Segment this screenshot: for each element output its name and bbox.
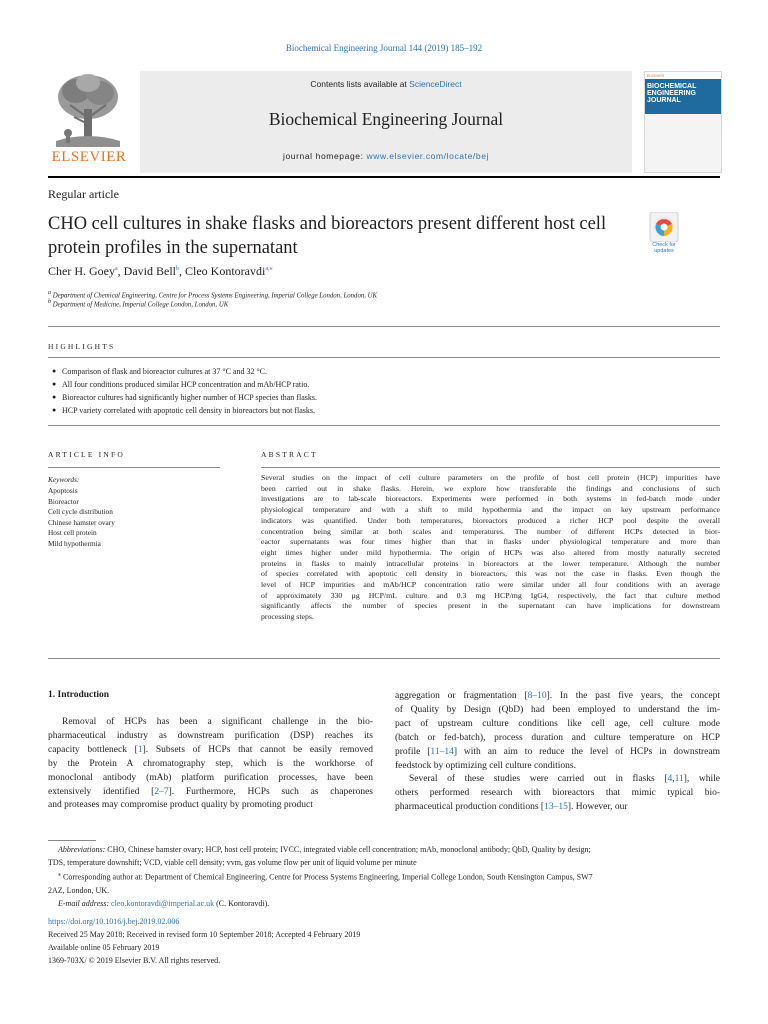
journal-cover-thumbnail[interactable] (644, 71, 722, 173)
body-text: monoclonal antibody (mAb) platform purification processes, have been (48, 772, 373, 783)
body-text: , (672, 774, 675, 785)
divider (261, 467, 720, 468)
footnote-rule (48, 840, 96, 841)
corresponding-text: 2AZ, London, UK. (48, 885, 110, 895)
copyright: 1369-703X/ © 2019 Elsevier B.V. All rights reserved. (48, 956, 221, 965)
body-line (395, 787, 720, 801)
abstract-line: level of HCP impurities and mAb/HCP concentration ratio were similar under all four conditions with an average (261, 580, 720, 590)
body-text: ]. However, our (567, 802, 628, 813)
author-affiliation-link[interactable]: a (114, 266, 118, 272)
publication-info (48, 915, 720, 967)
citation-link[interactable]: 11 (674, 774, 684, 785)
body-text: ]. In the past five years, the concept (546, 691, 720, 701)
body-text: profile [ (395, 746, 431, 757)
affiliation (48, 299, 228, 308)
body-text: of Quality by Design (QbD) had been employed to understand the im- (395, 704, 720, 715)
body-line (48, 786, 373, 800)
highlight-item: ● Comparison of flask and bioreactor cultures at 37 °C and 32 °C. (52, 365, 712, 378)
citation-link[interactable]: 11–14 (430, 746, 454, 757)
corresponding-text: Corresponding author at: Department of Chemical Engineering, Centre for Process Systems Engineering, Imperial College London, South Kensington Campus, SW7 (61, 872, 593, 882)
affiliation-text: Department of Medicine, Imperial College London, London, UK (52, 301, 229, 309)
journal-citation-link[interactable]: Biochemical Engineering Journal 144 (2019) 185–192 (285, 43, 483, 53)
author-name[interactable]: David Bell (123, 264, 176, 278)
abstract-line: proteins in flasks to mainly intracellular proteins in bioreactors at the lower temperature. Although the number (261, 558, 720, 568)
highlight-item: ● HCP variety correlated with apoptotic cell density in bioreactors but not flasks. (52, 404, 712, 417)
divider (48, 425, 720, 426)
masthead-rule (48, 176, 720, 178)
crossmark-line1: Check for (652, 242, 676, 248)
contents-line (140, 79, 632, 89)
body-text: feedstock by optimizing cell culture conditions. (395, 760, 576, 771)
body-text: ] with an aim to reduce the level of HCPs in downstream (453, 746, 720, 757)
body-line (395, 760, 720, 774)
sciencedirect-link[interactable]: ScienceDirect (409, 79, 462, 89)
homepage-prefix: journal homepage: (282, 151, 367, 161)
keyword: Chinese hamster ovary (48, 517, 115, 527)
highlight-item: ● All four conditions produced similar HCP concentration and mAb/HCP ratio. (52, 378, 712, 391)
abstract-line: processing steps. (261, 612, 314, 622)
citation-link[interactable]: 13–15 (544, 802, 568, 813)
abstract-line: Several studies on the impact of cell culture parameters on the profile of host cell protein (HCP) impurities have (261, 473, 720, 482)
divider (48, 326, 720, 327)
highlight-item: ● Bioreactor cultures had significantly higher number of HCP species than flasks. (52, 391, 712, 404)
section-heading: 1. Introduction (48, 690, 110, 700)
body-line (395, 746, 720, 760)
contents-prefix: Contents lists available at (310, 79, 410, 89)
abstract-line: eight times higher under mild hypothermia. The origin of HCPs was also altered from mostly naturally secreted (261, 547, 720, 557)
body-line (395, 704, 720, 718)
elsevier-wordmark: ELSEVIER (51, 149, 127, 165)
highlights-list (52, 365, 712, 417)
body-column-left (48, 716, 373, 813)
abstract-line: of approximately 330 µg HCP/mL culture and 0.3 mg HCP/mg IgG4, respectively, the fact that culture method (261, 590, 720, 600)
crossmark-line2: updates (654, 248, 674, 254)
author-name[interactable]: Cher H. Goey (48, 264, 115, 278)
keyword: Bioreactor (48, 496, 79, 506)
cover-title: BIOCHEMICAL ENGINEERING JOURNAL (647, 83, 697, 104)
body-line (395, 801, 720, 815)
keywords-list (48, 486, 115, 549)
body-line (48, 772, 373, 786)
abstract-text (261, 473, 720, 623)
crossmark-icon (640, 212, 688, 242)
received-dates: Received 25 May 2018; Received in revised form 10 September 2018; Accepted 4 February 2019 (48, 930, 361, 939)
email-label: E-mail address: (58, 898, 110, 908)
keywords-label: Keywords: (48, 475, 80, 484)
body-line (48, 744, 373, 758)
body-text: pact of upstream culture conditions like cell age, cell culture mode (395, 718, 720, 729)
citation-link[interactable]: 4 (667, 774, 673, 785)
corresponding-mark: ⁎ (58, 872, 61, 878)
keyword: Cell cycle distribution (48, 507, 113, 516)
body-line (395, 690, 720, 704)
masthead (48, 71, 720, 173)
body-line (395, 773, 720, 787)
abstract-line: indicators was quantified. Under both temperatures, bioreactors produced a richer HCP pool despite the overall (261, 515, 720, 525)
body-line (48, 730, 373, 744)
abbreviations-text: CHO, Chinese hamster ovary; HCP, host cell protein; IVCC, integrated viable cell concentration; mAb, monoclonal antibody; QbD, Quality by design; (105, 845, 591, 854)
body-text: ], while (683, 774, 720, 785)
check-for-updates-badge[interactable] (640, 212, 688, 262)
abstract-line: significantly affects the number of species present in the supernatant can have implications for downstream (261, 601, 720, 611)
affiliation-mark: a (48, 290, 51, 296)
citation-link[interactable]: 1 (137, 744, 143, 755)
abstract-line: been carried out in shake flasks. Herein, we explore how transferable the findings and conclusions of such (261, 483, 720, 493)
abstract-line: physiological temperature and with a shift to mild hypothermia and the impact on key upstream performance (261, 505, 720, 515)
body-line (395, 732, 720, 746)
abbreviations-label: Abbreviations: (58, 845, 106, 854)
email-footnote (48, 897, 720, 910)
abstract-heading: ABSTRACT (261, 450, 318, 459)
footnotes (48, 843, 720, 910)
abbreviations-text: TDS, temperature downshift; VCD, viable cell density; vvm, gas volume flow per unit of liquid volume per minute (48, 858, 417, 867)
body-text: (batch or fed-batch), process duration and culture temperature on HCP (395, 732, 720, 743)
body-text: and proteases may compromise product quality by promoting product (48, 800, 313, 811)
body-text: others performed research with bioreactors that mimic typical bio- (395, 788, 720, 799)
divider (48, 658, 720, 659)
homepage-link[interactable]: www.elsevier.com/locate/bej (366, 151, 490, 161)
divider (48, 357, 720, 358)
body-text: extensively identified [ (48, 786, 155, 797)
homepage-line (140, 151, 632, 161)
affiliation-text: Department of Chemical Engineering, Centre for Process Systems Engineering, Imperial College London, London, UK (52, 292, 378, 300)
abstract-line: concentration being similar at both scales and temperatures. The number of different HCPs detected in bior- (261, 526, 720, 536)
body-line (48, 758, 373, 772)
crossmark-label (640, 242, 688, 254)
email-suffix: (C. Kontoravdi). (214, 898, 270, 908)
body-line (48, 716, 373, 730)
abstract-line: investigations are to lab-scale bioreactors. Experiments were performed in both systems in fed-batch mode under (261, 494, 720, 504)
affiliation (48, 290, 377, 299)
cover-publisher: ELSEVIER (647, 74, 665, 78)
elsevier-logo (48, 71, 128, 171)
article-info-heading: ARTICLE INFO (48, 450, 125, 459)
article-title: CHO cell cultures in shake flasks and bioreactors present different host cell protein profiles in the supernatant (48, 214, 607, 258)
body-text: by the Protein A chromatography step, which is the workhorse of (48, 758, 373, 769)
keyword: Host cell protein (48, 528, 97, 537)
highlights-heading: HIGHLIGHTS (48, 342, 116, 351)
body-text: Several of these studies were carried out in flasks [ (409, 774, 668, 785)
body-line (48, 799, 373, 813)
keyword: Apoptosis (48, 486, 78, 495)
author-affiliation-link[interactable]: a,⁎ (265, 266, 273, 272)
body-text: pharmaceutical industry as downstream purification (DSP) reaches its (48, 730, 373, 741)
corresponding-footnote (48, 869, 720, 884)
masthead-center (140, 71, 632, 173)
author-list (48, 264, 272, 279)
email-link[interactable]: cleo.kontoravdi@imperial.ac.uk (111, 898, 215, 908)
tree-icon (48, 71, 128, 147)
body-text: capacity bottleneck [ (48, 744, 138, 755)
doi-link[interactable]: https://doi.org/10.1016/j.bej.2019.02.006 (48, 917, 180, 926)
abstract-line: of species correlated with apoptotic cell density in bioreactors, this was not the case in flasks. Even though the (261, 569, 720, 579)
body-text: pharmaceutical production conditions [ (395, 802, 545, 813)
body-column-right (395, 690, 720, 815)
author-name[interactable]: Cleo Kontoravdi (184, 264, 266, 278)
body-text: ]. Furthermore, HCPs such as chaperones (168, 786, 373, 797)
body-text: aggregation or fragmentation [ (395, 691, 528, 701)
journal-title: Biochemical Engineering Journal (268, 109, 504, 129)
author-separator: , (178, 264, 185, 278)
article-type: Regular article (48, 187, 119, 201)
divider (48, 467, 220, 468)
author-affiliation-link[interactable]: b (175, 266, 179, 272)
citation-link[interactable]: 2–7 (154, 786, 169, 797)
keyword: Mild hypothermia (48, 538, 101, 548)
body-text: ]. Subsets of HCPs that cannot be easily removed (142, 744, 373, 755)
author-separator: , (117, 264, 124, 278)
abstract-line: eactor supernatants was four times higher than that in flasks under physiological temperature and more than (261, 537, 720, 547)
body-text: Removal of HCPs has been a significant challenge in the bio- (62, 717, 373, 727)
citation-link[interactable]: 8–10 (527, 691, 547, 701)
abbreviations-footnote (48, 843, 720, 856)
affiliation-mark: b (48, 299, 51, 305)
available-online: Available online 05 February 2019 (48, 943, 160, 952)
body-line (395, 718, 720, 732)
cover-header (645, 72, 721, 79)
